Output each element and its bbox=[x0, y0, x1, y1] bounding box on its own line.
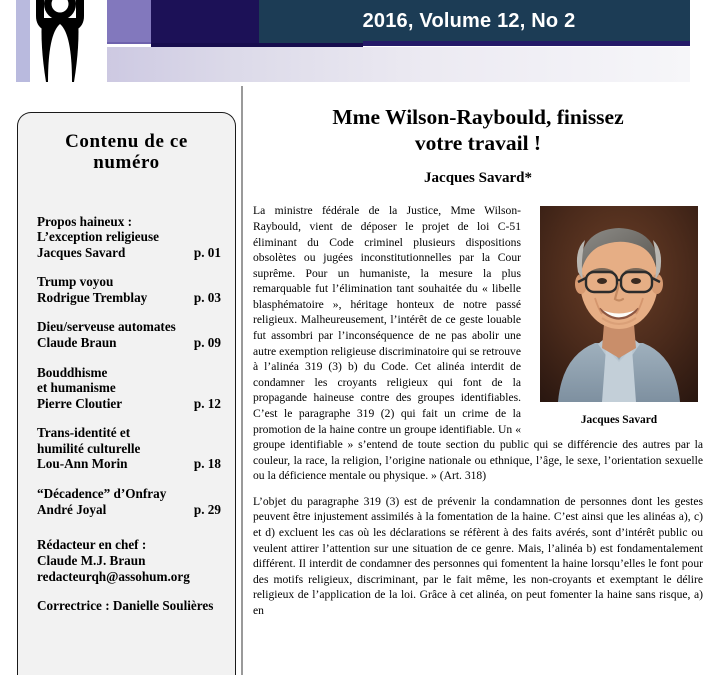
toc-entry-title-line: Propos haineux : bbox=[37, 213, 133, 229]
toc-entry-author: André Joyal bbox=[37, 501, 107, 517]
table-of-contents-box bbox=[17, 112, 236, 675]
editorial-credits bbox=[18, 537, 235, 613]
page-body bbox=[0, 86, 703, 675]
list-item[interactable] bbox=[37, 425, 225, 472]
list-item[interactable] bbox=[37, 365, 225, 412]
toc-entry-title-line: Trans-identité et bbox=[37, 425, 131, 441]
toc-heading bbox=[30, 131, 223, 174]
toc-entry-title-line: et humanisme bbox=[37, 380, 116, 396]
toc-entry-author: Pierre Cloutier bbox=[37, 395, 123, 411]
editor-email[interactable]: redacteurqh@assohum.org bbox=[37, 568, 190, 584]
masthead-banner bbox=[0, 0, 703, 86]
page-title bbox=[257, 104, 699, 156]
toc-entry-author: Rodrigue Tremblay bbox=[37, 289, 148, 305]
toc-entry-page: p. 18 bbox=[193, 456, 221, 472]
banner-purple-underline bbox=[107, 42, 151, 44]
column-divider bbox=[241, 86, 243, 675]
article-paragraph: L’objet du paragraphe 319 (3) est de prévenir la condamnation de personnes dont les gestes peuvent être injustement assimilés à la fomentation de la haine. C’est ainsi que les alinéas a), c) et d) excluent les cas où les déclarations se réfèrent à des faits avérés, sont d’intérêt public ou veulent attirer l’attention sur une situation de ce genre. Mais, l’alinéa b) est fondamentalement différent. Il interdit de condamner des personnes qui fomentent la haine lorsqu’elles le font pour des motifs religieux, discriminant, par le fait même, les non-croyants et exemptant le délire religieux de l’application de la loi. Grâce à cet alinéa, on peut fomenter la haine sans risque, a) en bbox=[253, 494, 703, 617]
author-photo-figure bbox=[535, 206, 703, 428]
toc-entry-page: p. 03 bbox=[193, 289, 221, 305]
article-body bbox=[253, 203, 703, 618]
issue-label: 2016, Volume 12, No 2 bbox=[362, 10, 576, 32]
toc-entries bbox=[18, 214, 235, 518]
toc-heading-line-2: numéro bbox=[93, 152, 160, 174]
editor-name: Claude M.J. Braun bbox=[37, 553, 146, 569]
toc-entry-title-line: Bouddhisme bbox=[37, 364, 108, 380]
banner-indigo-block bbox=[151, 0, 259, 43]
toc-entry-title-line: L’exception religieuse bbox=[37, 229, 159, 245]
article-paragraph: La ministre fédérale de la Justice, Mme Wilson-Raybould, vient de déposer le projet de loi C-51 éliminant du Code criminel plusieurs dispositions obsolètes ou jugées inconstitutionnelles par la Cour suprême. Pour un humaniste, la mesure la plus remarquable fut l’élimination tant souhaitée du « libelle blasphématoire », héritage honteux de notre passé religieux. Malheureusement, l’intérêt de ce geste louable fut assombri par l’inconséquence de ne pas abolir une autre exemption religieuse discriminatoire qui se retrouve à l’alinéa 319 (3) b) du Code. Cet alinéa interdit de condamner les croyants religieux qui font de la propagande haineuse contre des groupes identifiables. C’est le paragraphe 319 (2) qui fait un crime de la promotion de la haine contre un groupe identifiable. Un « groupe identifiable » s’entend de toute section du public qui se différencie des autres par la couleur, la race, la religion, l’origine nationale ou ethnique, l’âge, le sexe, l’orientation sexuelle ou la déficience mentale ou physique. » (Art. 318) bbox=[253, 204, 703, 483]
toc-entry-page: p. 29 bbox=[193, 501, 221, 517]
article-title-line-2: votre travail ! bbox=[414, 131, 542, 156]
credits-spacer bbox=[37, 585, 225, 598]
list-item[interactable] bbox=[37, 319, 225, 350]
list-item[interactable] bbox=[37, 274, 225, 305]
article-main bbox=[253, 86, 703, 675]
humanist-figure-logo-icon bbox=[30, 0, 90, 82]
toc-entry-author: Jacques Savard bbox=[37, 244, 126, 260]
toc-entry-page: p. 12 bbox=[193, 395, 221, 411]
toc-entry-title-line: humilité culturelle bbox=[37, 440, 141, 456]
photo-caption: Jacques Savard bbox=[580, 414, 658, 427]
proofreader-credit: Correctrice : Danielle Soulières bbox=[37, 597, 214, 613]
toc-entry-title-line: “Décadence” d’Onfray bbox=[37, 486, 167, 502]
toc-entry-page: p. 09 bbox=[193, 335, 221, 350]
banner-gradient-strip bbox=[107, 47, 690, 82]
article-title-line-1: Mme Wilson-Raybould, finissez bbox=[332, 105, 624, 129]
article-byline: Jacques Savard* bbox=[424, 170, 532, 187]
toc-entry-page: p. 01 bbox=[193, 244, 221, 260]
list-item[interactable] bbox=[37, 486, 225, 517]
toc-entry-author: Lou-Ann Morin bbox=[37, 456, 128, 472]
banner-purple-block bbox=[107, 0, 151, 42]
toc-entry-author: Claude Braun bbox=[37, 335, 117, 350]
toc-entry-title-line: Dieu/serveuse automates bbox=[37, 319, 176, 335]
editor-role-label: Rédacteur en chef : bbox=[37, 537, 147, 553]
toc-entry-title-line: Trump voyou bbox=[37, 274, 114, 290]
toc-heading-line-1: Contenu de ce bbox=[65, 131, 188, 152]
list-item[interactable] bbox=[37, 214, 225, 261]
author-photo bbox=[540, 206, 698, 402]
